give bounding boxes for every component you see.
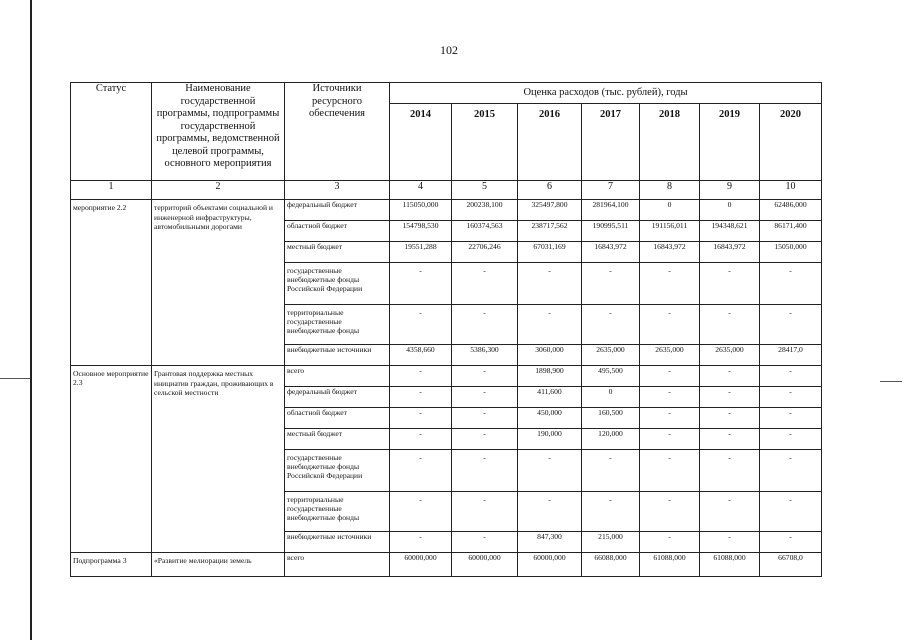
value-cell: - [452, 532, 518, 553]
column-number: 7 [582, 181, 640, 200]
source-cell: федеральный бюджет [285, 200, 390, 221]
value-cell: 0 [700, 200, 760, 221]
source-cell: территориальные государственные внебюджетные фонды [285, 305, 390, 345]
header-year: 2020 [760, 104, 822, 181]
value-cell: - [760, 387, 822, 408]
value-cell: 3060,000 [518, 345, 582, 366]
value-cell: 4358,660 [390, 345, 452, 366]
value-cell: 190,000 [518, 429, 582, 450]
value-cell: - [390, 263, 452, 305]
value-cell: 847,300 [518, 532, 582, 553]
value-cell: - [760, 532, 822, 553]
value-cell: - [700, 305, 760, 345]
table-row [71, 366, 822, 387]
header-sources: Источники ресурсного обеспечения [285, 83, 390, 181]
value-cell: - [390, 429, 452, 450]
value-cell: - [452, 263, 518, 305]
value-cell: 120,000 [582, 429, 640, 450]
value-cell: - [640, 263, 700, 305]
margin-mark-left [0, 378, 30, 379]
value-cell: - [452, 492, 518, 532]
value-cell: - [760, 366, 822, 387]
margin-mark-right [880, 381, 902, 382]
value-cell: 238717,562 [518, 221, 582, 242]
status-cell: Подпрограмма 3 [71, 553, 152, 577]
value-cell: - [518, 263, 582, 305]
value-cell: - [700, 263, 760, 305]
source-cell: государственные внебюджетные фонды Российской Федерации [285, 450, 390, 492]
value-cell: - [640, 387, 700, 408]
value-cell: - [760, 305, 822, 345]
program-name-cell: «Развитие мелиорации земель [152, 553, 285, 577]
value-cell: - [640, 305, 700, 345]
column-number: 3 [285, 181, 390, 200]
value-cell: - [518, 492, 582, 532]
value-cell: - [452, 429, 518, 450]
value-cell: - [700, 366, 760, 387]
value-cell: - [582, 450, 640, 492]
column-number: 10 [760, 181, 822, 200]
value-cell: - [640, 450, 700, 492]
value-cell: - [582, 263, 640, 305]
value-cell: - [760, 408, 822, 429]
value-cell: 215,000 [582, 532, 640, 553]
header-year: 2016 [518, 104, 582, 181]
value-cell: 62486,000 [760, 200, 822, 221]
value-cell: 60000,000 [452, 553, 518, 577]
value-cell: 160,500 [582, 408, 640, 429]
status-cell: Основное мероприятие 2.3 [71, 366, 152, 553]
value-cell: - [390, 408, 452, 429]
header-year: 2019 [700, 104, 760, 181]
value-cell: - [390, 450, 452, 492]
value-cell: - [640, 429, 700, 450]
value-cell: - [518, 305, 582, 345]
value-cell: - [700, 387, 760, 408]
column-number: 2 [152, 181, 285, 200]
value-cell: 86171,400 [760, 221, 822, 242]
value-cell: 19551,288 [390, 242, 452, 263]
value-cell: 5386,300 [452, 345, 518, 366]
value-cell: 67031,169 [518, 242, 582, 263]
value-cell: 2635,000 [700, 345, 760, 366]
header-row-top [71, 83, 822, 104]
status-cell: мероприятие 2.2 [71, 200, 152, 366]
source-cell: всего [285, 366, 390, 387]
source-cell: всего [285, 553, 390, 577]
value-cell: - [700, 429, 760, 450]
program-name-cell: Грантовая поддержка местных инициатив граждан, проживающих в сельской местности [152, 366, 285, 553]
header-year: 2014 [390, 104, 452, 181]
value-cell: 16843,972 [700, 242, 760, 263]
value-cell: - [640, 532, 700, 553]
value-cell: 16843,972 [640, 242, 700, 263]
value-cell: - [390, 532, 452, 553]
header-year: 2018 [640, 104, 700, 181]
column-number: 8 [640, 181, 700, 200]
header-status: Статус [71, 83, 152, 181]
value-cell: - [700, 450, 760, 492]
value-cell: - [452, 450, 518, 492]
value-cell: 190995,511 [582, 221, 640, 242]
value-cell: 495,500 [582, 366, 640, 387]
header-year: 2015 [452, 104, 518, 181]
column-number: 6 [518, 181, 582, 200]
value-cell: - [452, 366, 518, 387]
value-cell: 0 [640, 200, 700, 221]
value-cell: - [452, 305, 518, 345]
value-cell: 60000,000 [518, 553, 582, 577]
value-cell: - [700, 408, 760, 429]
value-cell: 66088,000 [582, 553, 640, 577]
value-cell: - [760, 429, 822, 450]
value-cell: - [452, 387, 518, 408]
header-year: 2017 [582, 104, 640, 181]
header-name: Наименование государственной программы, подпрограммы государственной программы, ведомственной целевой программы, основного мероприятия [152, 83, 285, 181]
value-cell: 281964,100 [582, 200, 640, 221]
column-number: 1 [71, 181, 152, 200]
value-cell: - [390, 387, 452, 408]
value-cell: 15050,000 [760, 242, 822, 263]
budget-table [70, 82, 822, 577]
table-row [71, 200, 822, 221]
header-estimate: Оценка расходов (тыс. рублей), годы [390, 83, 822, 104]
value-cell: 411,600 [518, 387, 582, 408]
value-cell: 200238,100 [452, 200, 518, 221]
value-cell: 325497,800 [518, 200, 582, 221]
value-cell: 60000,000 [390, 553, 452, 577]
value-cell: 22706,246 [452, 242, 518, 263]
value-cell: 154798,530 [390, 221, 452, 242]
value-cell: 16843,972 [582, 242, 640, 263]
source-cell: местный бюджет [285, 242, 390, 263]
value-cell: 2635,000 [640, 345, 700, 366]
value-cell: 0 [582, 387, 640, 408]
value-cell: 1898,900 [518, 366, 582, 387]
column-number: 9 [700, 181, 760, 200]
value-cell: - [582, 305, 640, 345]
source-cell: областной бюджет [285, 408, 390, 429]
value-cell: - [760, 492, 822, 532]
source-cell: внебюджетные источники [285, 345, 390, 366]
page-number: 102 [440, 43, 458, 57]
table-row [71, 553, 822, 577]
value-cell: 160374,563 [452, 221, 518, 242]
value-cell: - [700, 492, 760, 532]
value-cell: 61088,000 [700, 553, 760, 577]
value-cell: - [582, 492, 640, 532]
value-cell: 450,000 [518, 408, 582, 429]
source-cell: внебюджетные источники [285, 532, 390, 553]
source-cell: федеральный бюджет [285, 387, 390, 408]
value-cell: - [760, 450, 822, 492]
value-cell: 61088,000 [640, 553, 700, 577]
value-cell: 28417,0 [760, 345, 822, 366]
value-cell: 2635,000 [582, 345, 640, 366]
value-cell: - [700, 532, 760, 553]
value-cell: - [452, 408, 518, 429]
value-cell: 194348,621 [700, 221, 760, 242]
source-cell: областной бюджет [285, 221, 390, 242]
program-name-cell: территорий объектами социальной и инженерной инфраструктуры, автомобильными дорогами [152, 200, 285, 366]
value-cell: - [640, 492, 700, 532]
value-cell: - [390, 492, 452, 532]
source-cell: государственные внебюджетные фонды Российской Федерации [285, 263, 390, 305]
value-cell: - [760, 263, 822, 305]
value-cell: - [390, 366, 452, 387]
value-cell: 115050,000 [390, 200, 452, 221]
value-cell: 66708,0 [760, 553, 822, 577]
scan-edge-line [30, 0, 32, 640]
value-cell: - [390, 305, 452, 345]
source-cell: местный бюджет [285, 429, 390, 450]
value-cell: - [640, 408, 700, 429]
column-number-row [71, 181, 822, 200]
column-number: 5 [452, 181, 518, 200]
value-cell: - [640, 366, 700, 387]
source-cell: территориальные государственные внебюджетные фонды [285, 492, 390, 532]
value-cell: - [518, 450, 582, 492]
value-cell: 191156,011 [640, 221, 700, 242]
column-number: 4 [390, 181, 452, 200]
